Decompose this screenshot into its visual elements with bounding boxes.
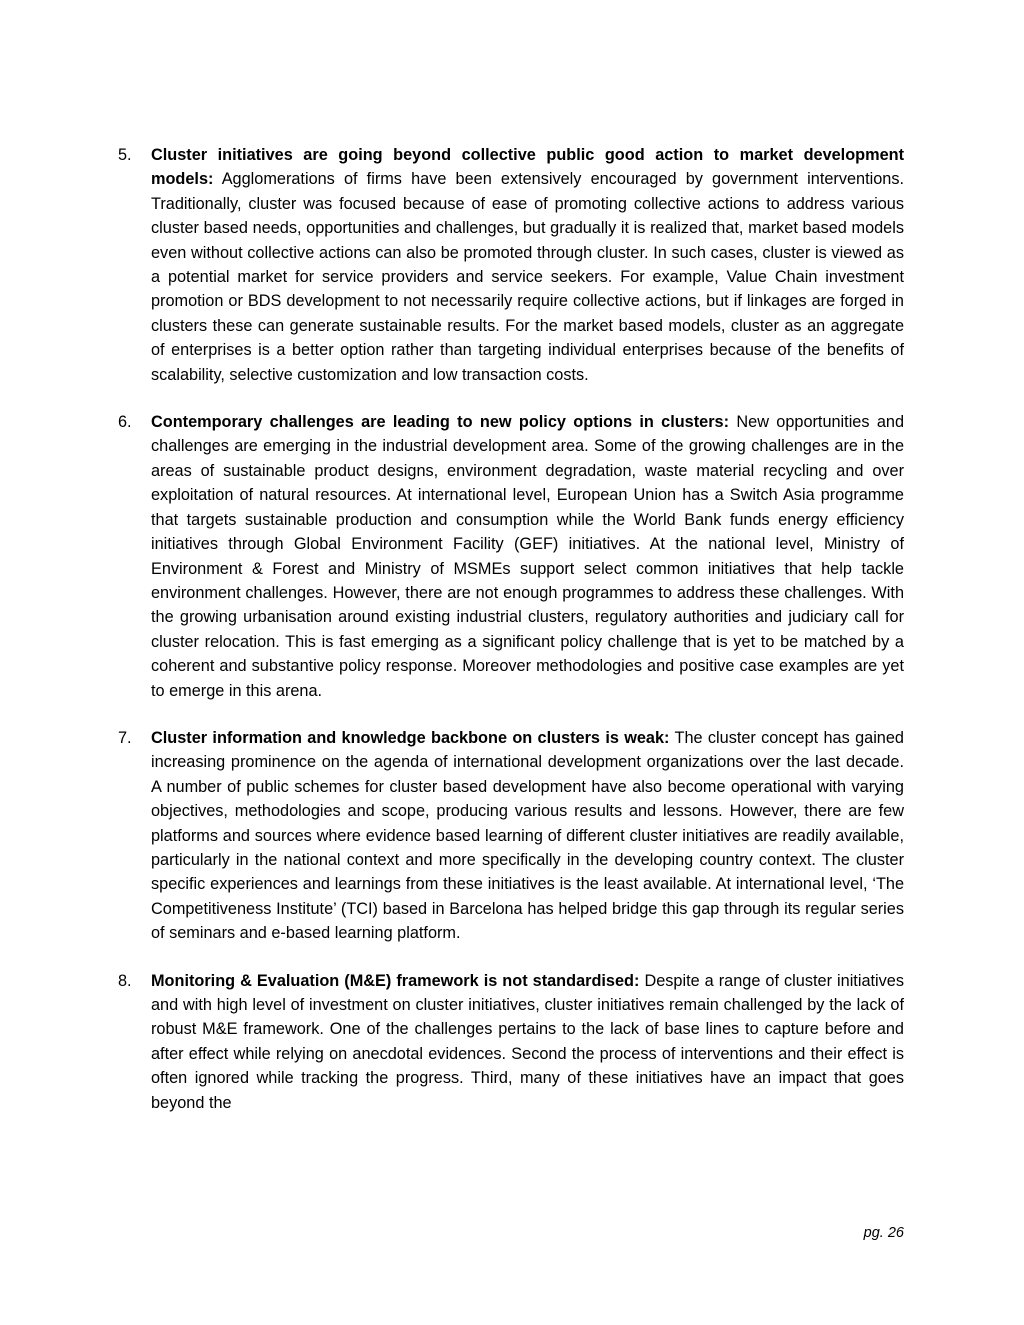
item-paragraph bbox=[151, 969, 904, 1115]
list-item bbox=[118, 969, 904, 1115]
item-text: The cluster concept has gained increasing prominence on the agenda of international development organizations over the last decade. A number of public schemes for cluster based development have also become operational with varying objectives, methodologies and scope, producing various results and lessons. However, there are few platforms and sources where evidence based learning of different cluster initiatives are readily available, particularly in the national context and more specifically in the developing country context. The cluster specific experiences and learnings from these initiatives is the least available. At international level, ‘The Competitiveness Institute’ (TCI) based in Barcelona has helped bridge this gap through its regular series of seminars and e-based learning platform. bbox=[151, 728, 904, 943]
item-heading: Cluster initiatives are going beyond collective public good action to market development models: bbox=[151, 146, 904, 189]
list-item bbox=[118, 143, 904, 387]
item-number: 6. bbox=[118, 413, 132, 432]
item-paragraph bbox=[151, 726, 904, 946]
item-text: New opportunities and challenges are emerging in the industrial development area. Some of the growing challenges are in the areas of sustainable product designs, environment degradation, waste material recycling and over exploitation of natural resources. At international level, European Union has a Switch Asia programme that targets sustainable production and consumption while the World Bank funds energy efficiency initiatives through Global Environment Facility (GEF) initiatives. At the national level, Ministry of Environment & Forest and Ministry of MSMEs support select common initiatives that help tackle environment challenges. However, there are not enough programmes to address these challenges. With the growing urbanisation around existing industrial clusters, regulatory authorities and judiciary call for cluster relocation. This is fast emerging as a significant policy challenge that is yet to be matched by a coherent and substantive policy response. Moreover methodologies and positive case examples are yet to emerge in this arena. bbox=[151, 413, 904, 700]
item-heading: Contemporary challenges are leading to new policy options in clusters: bbox=[151, 413, 730, 432]
item-heading: Cluster information and knowledge backbone on clusters is weak: bbox=[151, 728, 670, 747]
document-body bbox=[118, 143, 904, 1138]
item-number: 7. bbox=[118, 728, 132, 747]
item-text: Despite a range of cluster initiatives and with high level of investment on cluster initiatives, cluster initiatives remain challenged by the lack of robust M&E framework. One of the challenges pertains to the lack of base lines to capture before and after effect while relying on anecdotal evidences. Second the process of interventions and their effect is often ignored while tracking the progress. Third, many of these initiatives have an impact that goes beyond the bbox=[151, 971, 904, 1112]
list-item bbox=[118, 410, 904, 703]
item-number: 5. bbox=[118, 146, 132, 164]
item-heading: Monitoring & Evaluation (M&E) framework is not standardised: bbox=[151, 971, 640, 990]
list-item bbox=[118, 726, 904, 946]
item-number: 8. bbox=[118, 971, 132, 990]
item-paragraph bbox=[151, 410, 904, 703]
item-text: Agglomerations of firms have been extensively encouraged by government interventions. Traditionally, cluster was focused because of ease of promoting collective actions to address various cluster based needs, opportunities and challenges, but gradually it is realized that, market based models even without collective actions can also be promoted through cluster. In such cases, cluster is viewed as a potential market for service providers and service seekers. For example, Value Chain investment promotion or BDS development to not necessarily require collective actions, but if linkages are forged in clusters these can generate sustainable results. For the market based models, cluster as an aggregate of enterprises is a better option rather than targeting individual enterprises because of the benefits of scalability, selective customization and low transaction costs. bbox=[151, 170, 904, 384]
item-paragraph bbox=[151, 143, 904, 387]
page-number: pg. 26 bbox=[863, 1225, 904, 1241]
